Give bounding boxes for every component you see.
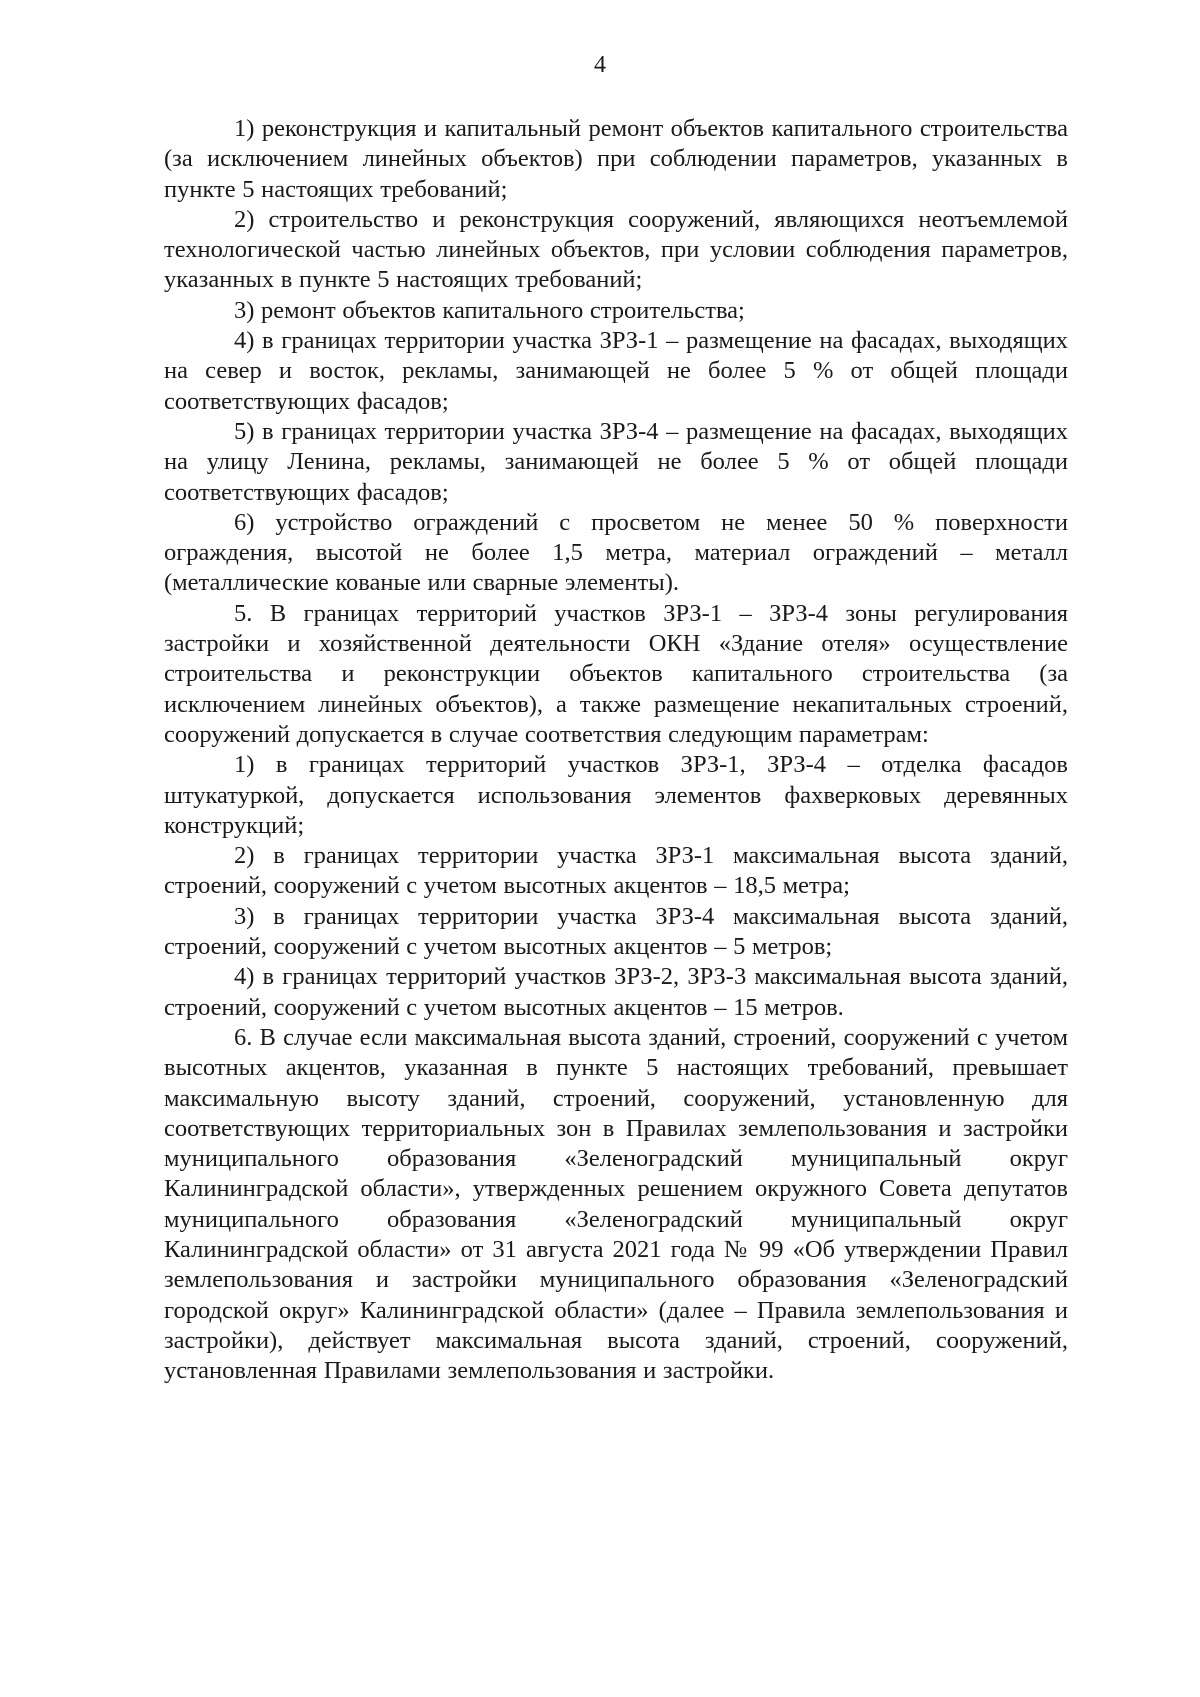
paragraph-item-4: 4) в границах территории участка ЗРЗ-1 – размещение на фасадах, выходящих на север и восток, рекламы, занимающей не более 5 % от общей площади соответствующих фасадов; — [164, 327, 1068, 415]
document-body — [164, 114, 1068, 1386]
paragraph-section-5-item-4: 4) в границах территорий участков ЗРЗ-2, ЗРЗ-3 максимальная высота зданий, строений, сооружений с учетом высотных акцентов – 15 метров. — [164, 963, 1068, 1021]
paragraph-section-6: 6. В случае если максимальная высота зданий, строений, сооружений с учетом высотных акцентов, указанная в пункте 5 настоящих требований, превышает максимальную высоту зданий, строений, сооружений, установленную для соответствующих территориальных зон в Правилах землепользования и застройки муниципального образования «Зеленоградский муниципальный округ Калининградской области», утвержденных решением окружного Совета депутатов муниципального образования «Зеленоградский муниципальный округ Калининградской области» от 31 августа 2021 года № 99 «Об утверждении Правил землепользования и застройки муниципального образования «Зеленоградский городской округ» Калининградской области» (далее – Правила землепользования и застройки), действует максимальная высота зданий, строений, сооружений, установленная Правилами землепользования и застройки. — [164, 1023, 1068, 1385]
paragraph-item-5: 5) в границах территории участка ЗРЗ-4 – размещение на фасадах, выходящих на улицу Ленина, рекламы, занимающей не более 5 % от общей площади соответствующих фасадов; — [164, 417, 1068, 506]
paragraph-item-1: 1) реконструкция и капитальный ремонт объектов капитального строительства (за исключением линейных объектов) при соблюдении параметров, указанных в пункте 5 настоящих требований; — [164, 115, 1068, 203]
paragraph-section-5-item-2: 2) в границах территории участка ЗРЗ-1 максимальная высота зданий, строений, сооружений с учетом высотных акцентов – 18,5 метра; — [164, 842, 1068, 900]
paragraph-item-2: 2) строительство и реконструкция сооружений, являющихся неотъемлемой технологической частью линейных объектов, при условии соблюдения параметров, указанных в пункте 5 настоящих требований; — [164, 205, 1068, 294]
paragraph-section-5: 5. В границах территорий участков ЗРЗ-1 – ЗРЗ-4 зоны регулирования застройки и хозяйственной деятельности ОКН «Здание отеля» осуществление строительства и реконструкции объектов капитального строительства (за исключением линейных объектов), а также размещение некапитальных строений, сооружений допускается в случае соответствия следующим параметрам: — [164, 599, 1068, 748]
paragraph-section-5-item-1: 1) в границах территорий участков ЗРЗ-1, ЗРЗ-4 – отделка фасадов штукатуркой, допускается использования элементов фахверковых деревянных конструкций; — [164, 751, 1068, 839]
paragraph-section-5-item-3: 3) в границах территории участка ЗРЗ-4 максимальная высота зданий, строений, сооружений с учетом высотных акцентов – 5 метров; — [164, 902, 1068, 961]
page-number: 4 — [594, 52, 606, 78]
paragraph-item-3: 3) ремонт объектов капитального строительства; — [234, 296, 745, 324]
paragraph-item-6: 6) устройство ограждений с просветом не менее 50 % поверхности ограждения, высотой не более 1,5 метра, материал ограждений – металл (металлические кованые или сварные элементы). — [164, 508, 1068, 597]
